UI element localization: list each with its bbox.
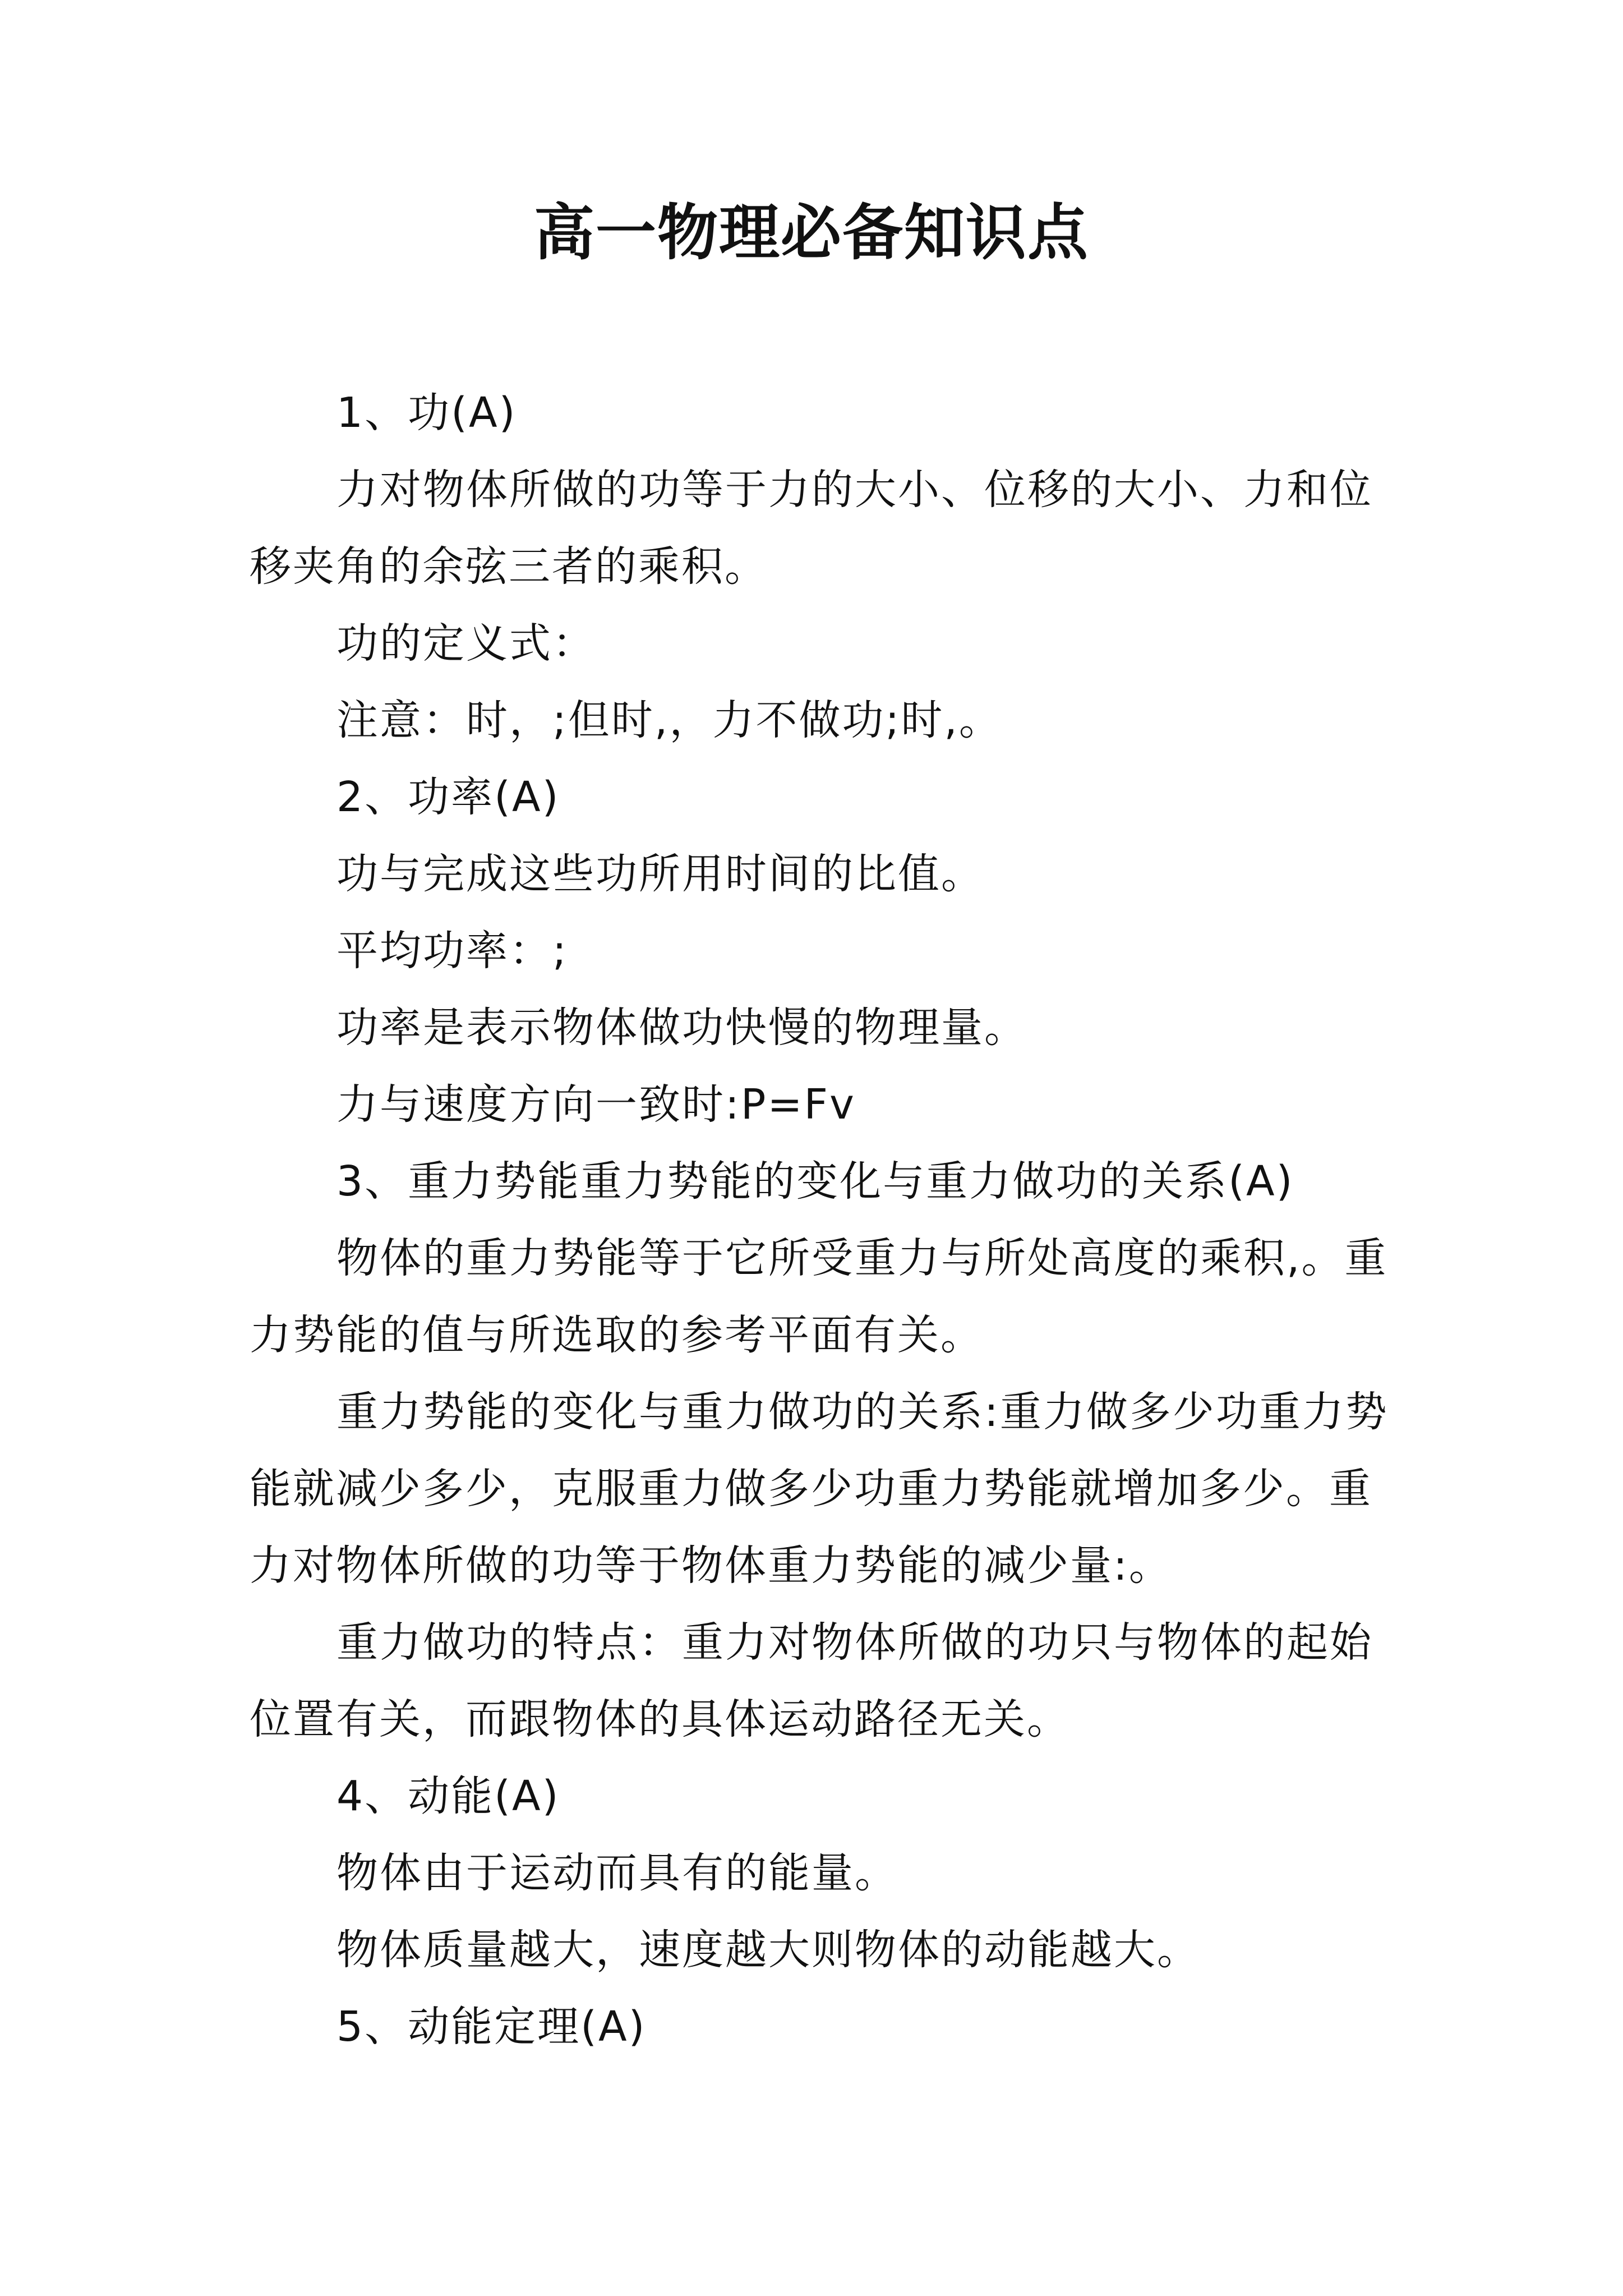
paragraph-potential-energy-work-relation: 重力势能的变化与重力做功的关系:重力做多少功重力势能就减少多少，克服重力做多少功重力势能就增加多少。重力对物体所做的功等于物体重力势能的减少量:。 bbox=[250, 1388, 1389, 1590]
document-body bbox=[250, 375, 1394, 2065]
section-heading-kinetic-energy-theorem: 5、动能定理(A) bbox=[336, 2003, 647, 2051]
section-heading-work: 1、功(A) bbox=[336, 389, 517, 437]
section-heading-kinetic-energy: 4、动能(A) bbox=[336, 1772, 560, 1820]
paragraph-average-power: 平均功率：; bbox=[336, 927, 568, 975]
paragraph-gravity-work-feature: 重力做功的特点：重力对物体所做的功只与物体的起始位置有关，而跟物体的具体运动路径无关。 bbox=[250, 1618, 1373, 1743]
paragraph-power-meaning: 功率是表示物体做功快慢的物理量。 bbox=[336, 1004, 1027, 1052]
paragraph-power-definition: 功与完成这些功所用时间的比值。 bbox=[336, 850, 984, 898]
paragraph-work-formula: 功的定义式： bbox=[336, 619, 596, 668]
paragraph-work-definition: 力对物体所做的功等于力的大小、位移的大小、力和位移夹角的余弦三者的乘积。 bbox=[250, 466, 1373, 591]
paragraph-kinetic-energy-factors: 物体质量越大，速度越大则物体的动能越大。 bbox=[336, 1926, 1200, 1974]
paragraph-work-note: 注意：时，;但时,，力不做功;时,。 bbox=[336, 696, 1002, 744]
paragraph-power-formula: 力与速度方向一致时:P=Fv bbox=[336, 1080, 856, 1129]
paragraph-kinetic-energy-definition: 物体由于运动而具有的能量。 bbox=[336, 1849, 898, 1897]
document-title: 高一物理必备知识点 bbox=[533, 197, 1089, 268]
paragraph-potential-energy-definition: 物体的重力势能等于它所受重力与所处高度的乘积,。重力势能的值与所选取的参考平面有关。 bbox=[250, 1234, 1388, 1359]
section-heading-gravitational-potential-energy: 3、重力势能重力势能的变化与重力做功的关系(A) bbox=[336, 1157, 1294, 1205]
section-heading-power: 2、功率(A) bbox=[336, 773, 560, 821]
